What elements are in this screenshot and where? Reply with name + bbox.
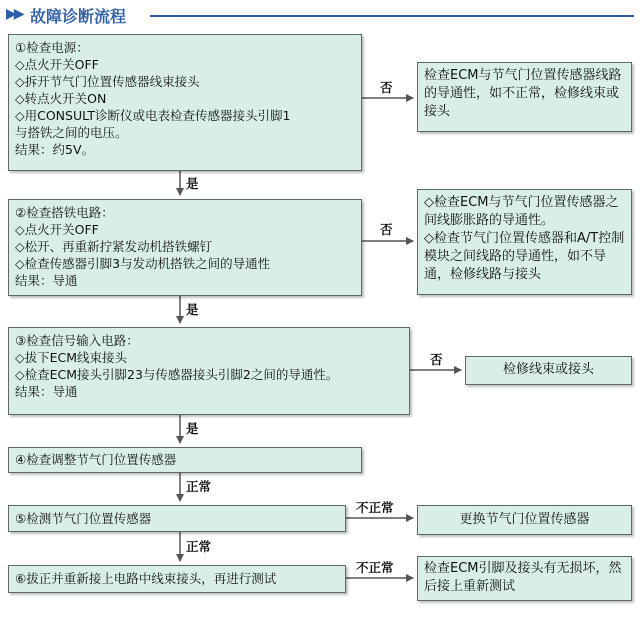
result-3-box: 检修线束或接头 (465, 356, 632, 385)
result-2-box: ◇检查ECM与节气门位置传感器之间线膨胀路的导通性。 ◇检查节气门位置传感器和A/T控制模块之间线路的导通性，如不导通，检修线路与接头 (417, 189, 632, 295)
result-1-box: 检查ECM与节气门位置传感器线路的导通性，如不正常，检修线束或接头 (417, 62, 632, 132)
step-2-box: ②检查搭铁电路： ◇点火开关OFF ◇松开、再重新拧紧发动机搭铁螺钉 ◇检查传感器引脚3与发动机搭铁之间的导通性 结果：导通 (8, 199, 362, 296)
result-4-box: 更换节气门位置传感器 (417, 505, 632, 535)
page-title: 故障诊断流程 (30, 7, 127, 26)
label-no-2: 否 (380, 222, 393, 237)
label-normal-5: 正常 (186, 539, 212, 554)
result-5-box: 检查ECM引脚及接头有无损坏，然后接上重新测试 (417, 556, 632, 601)
label-no-3: 否 (430, 352, 443, 367)
step-3-box: ③检查信号输入电路： ◇拔下ECM线束接头 ◇检查ECM接头引脚23与传感器接头引脚2之间的导通性。 结果：导通 (8, 327, 410, 415)
label-abnormal-6: 不正常 (356, 560, 394, 575)
label-yes-2: 是 (186, 302, 199, 317)
label-yes-1: 是 (186, 176, 199, 191)
label-no-1: 否 (380, 80, 393, 95)
label-normal-4: 正常 (186, 479, 212, 494)
title-arrows-icon: ▶▶ (6, 6, 22, 22)
step-4-box: ④检查调整节气门位置传感器 (8, 447, 362, 473)
step-6-box: ⑥拔正并重新接上电路中线束接头，再进行测试 (8, 565, 346, 593)
label-yes-3: 是 (186, 421, 199, 436)
step-5-box: ⑤检测节气门位置传感器 (8, 505, 346, 532)
step-1-box: ①检查电源： ◇点火开关OFF ◇拆开节气门位置传感器线束接头 ◇转点火开关ON ◇用CONSULT诊断仪或电表检查传感器接头引脚1 与搭铁之间的电压。 结果：约5V。 (8, 34, 362, 171)
label-abnormal-5: 不正常 (356, 500, 394, 515)
